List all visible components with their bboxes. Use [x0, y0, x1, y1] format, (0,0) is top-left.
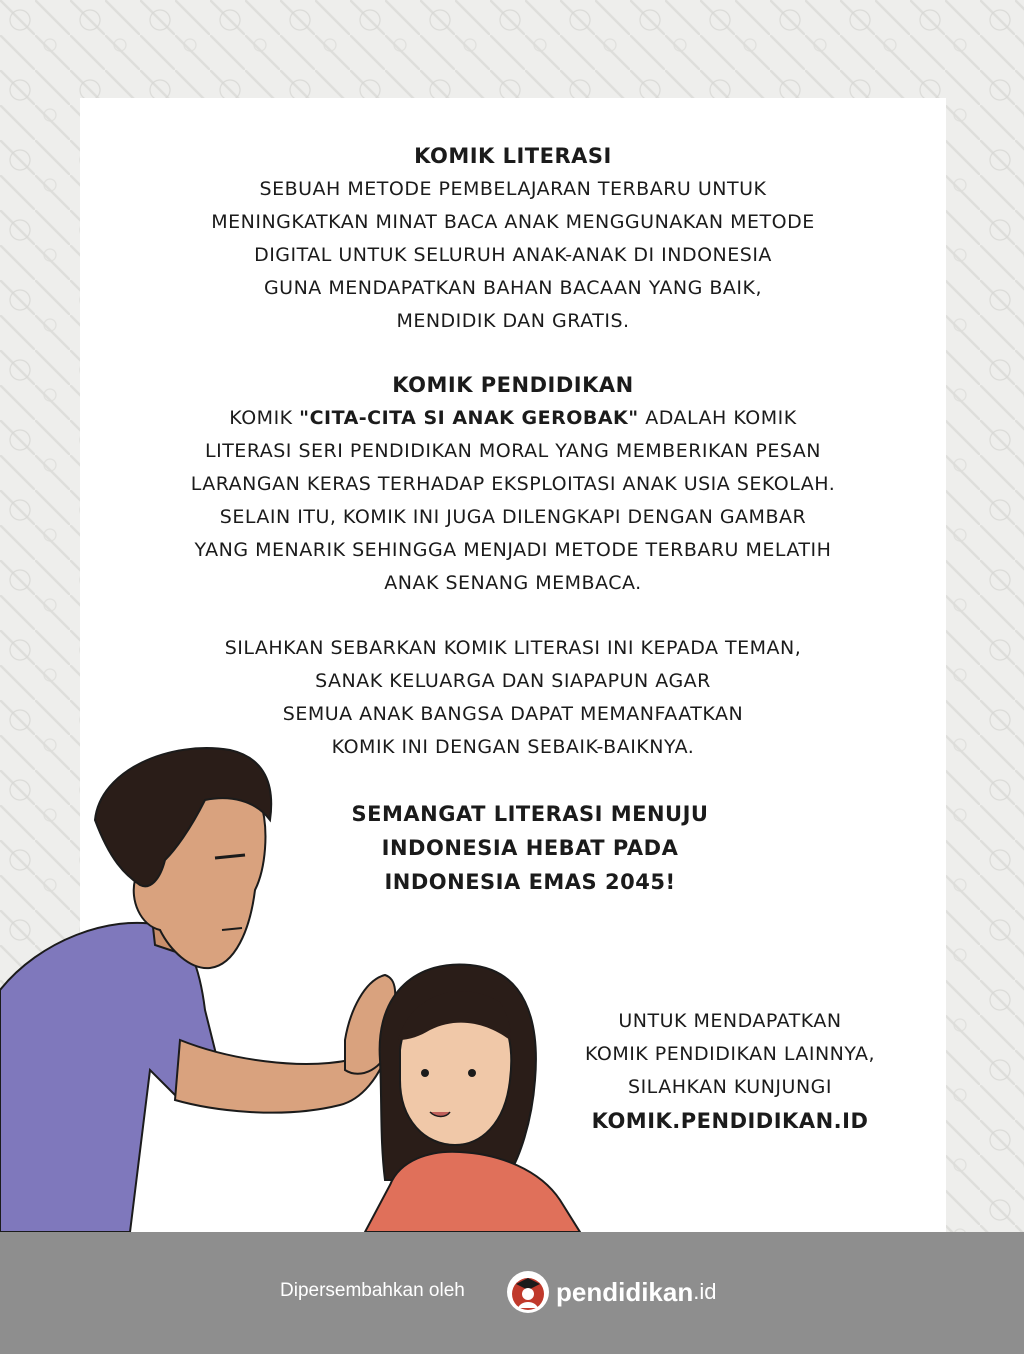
body-line: SEBUAH METODE PEMBELAJARAN TERBARU UNTUK	[259, 178, 767, 200]
girl-eye-left	[421, 1069, 429, 1077]
body-line: MENINGKATKAN MINAT BACA ANAK MENGGUNAKAN METODE	[211, 211, 815, 233]
heading-komik-pendidikan: KOMIK PENDIDIKAN	[392, 373, 634, 397]
body-line: SANAK KELUARGA DAN SIAPAPUN AGAR	[315, 670, 711, 692]
slogan-line: INDONESIA EMAS 2045!	[384, 870, 676, 894]
line-prefix: KOMIK	[229, 407, 300, 429]
presented-by-text: Dipersembahkan oleh	[280, 1280, 465, 1301]
section-komik-literasi	[80, 140, 946, 338]
body-line-with-title	[80, 402, 946, 435]
pendidikan-logo[interactable]	[506, 1267, 717, 1317]
body-line: SELAIN ITU, KOMIK INI JUGA DILENGKAPI DENGAN GAMBAR	[219, 506, 807, 528]
body-line: LARANGAN KERAS TERHADAP EKSPLOITASI ANAK USIA SEKOLAH.	[190, 473, 836, 495]
slogan-line: INDONESIA HEBAT PADA	[381, 836, 679, 860]
line-suffix: ADALAH KOMIK	[638, 407, 797, 429]
graduate-icon	[506, 1270, 550, 1314]
slogan-line: SEMANGAT LITERASI MENUJU	[351, 802, 709, 826]
body-line: GUNA MENDAPATKAN BAHAN BACAAN YANG BAIK,	[263, 277, 763, 299]
section-semangat	[220, 797, 840, 899]
section-komik-pendidikan	[80, 369, 946, 600]
heading-komik-literasi: KOMIK LITERASI	[414, 144, 612, 168]
girl-eye-right	[468, 1069, 476, 1077]
website-link[interactable]: KOMIK.PENDIDIKAN.ID	[591, 1109, 869, 1133]
info-line: UNTUK MENDAPATKAN	[618, 1010, 842, 1032]
logo-brand-text: pendidikan	[556, 1276, 694, 1307]
comic-title: "CITA-CITA SI ANAK GEROBAK"	[299, 407, 639, 429]
body-line: YANG MENARIK SEHINGGA MENJADI METODE TERBARU MELATIH	[194, 539, 832, 561]
body-line: SILAHKAN SEBARKAN KOMIK LITERASI INI KEPADA TEMAN,	[224, 637, 802, 659]
body-line: SEMUA ANAK BANGSA DAPAT MEMANFAATKAN	[282, 703, 744, 725]
body-line: KOMIK INI DENGAN SEBAIK-BAIKNYA.	[331, 736, 695, 758]
body-line: MENDIDIK DAN GRATIS.	[396, 310, 630, 332]
body-line: DIGITAL UNTUK SELURUH ANAK-ANAK DI INDONESIA	[254, 244, 772, 266]
info-line: KOMIK PENDIDIKAN LAINNYA,	[584, 1043, 876, 1065]
info-line: SILAHKAN KUNJUNGI	[628, 1076, 832, 1098]
body-line: ANAK SENANG MEMBACA.	[384, 572, 642, 594]
info-block	[530, 1005, 930, 1138]
logo-tld-text: .id	[693, 1279, 717, 1304]
body-line: LITERASI SERI PENDIDIKAN MORAL YANG MEMBERIKAN PESAN	[205, 440, 821, 462]
